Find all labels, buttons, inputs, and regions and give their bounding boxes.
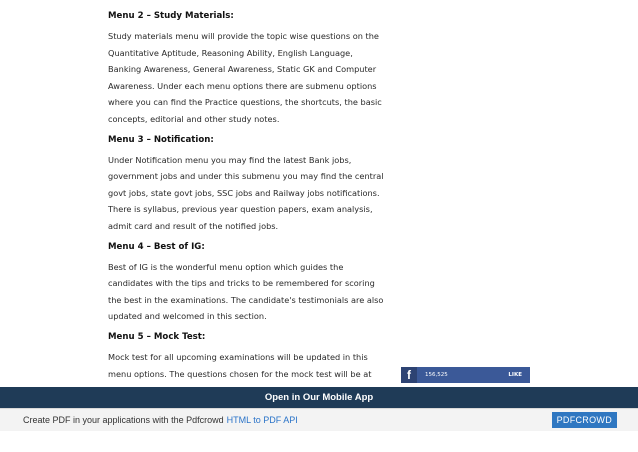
facebook-like-widget[interactable] bbox=[401, 367, 530, 383]
section-heading: Menu 5 – Mock Test: bbox=[108, 331, 206, 342]
section-notification bbox=[108, 134, 384, 235]
open-mobile-app-label: Open in Our Mobile App bbox=[264, 392, 374, 403]
section-body: Mock test for all upcoming examinations will be updated in this menu options. The questions chosen for the mock test will be at bbox=[108, 351, 372, 379]
section-body: Study materials menu will provide the topic wise questions on the Quantitative Aptitude, Reasoning Ability, English Language, Banking Awareness, General Awareness, Static GK and Computer Awareness. Under each menu options there are submenu options where you can find the Practice questions, the shortcuts, the basic concepts, editorial and other study notes. bbox=[108, 31, 382, 124]
section-study-materials bbox=[108, 10, 384, 128]
pdfcrowd-logo-button[interactable]: PDFCROWD bbox=[552, 412, 617, 428]
section-heading: Menu 2 – Study Materials: bbox=[108, 11, 234, 21]
facebook-like-button[interactable]: LIKE bbox=[508, 372, 522, 378]
pdfcrowd-footer bbox=[0, 408, 638, 431]
section-body: Best of IG is the wonderful menu option which guides the candidates with the tips and tricks to be remembered for scoring the best in the examinations. The candidate's testimonials are also updated and welcomed in this section. bbox=[108, 261, 384, 322]
article-content bbox=[108, 10, 384, 388]
section-best-of-ig bbox=[108, 241, 384, 325]
facebook-like-count: 156,525 bbox=[425, 372, 448, 378]
html-to-pdf-api-link[interactable]: HTML to PDF API bbox=[226, 415, 298, 425]
section-heading: Menu 4 – Best of IG: bbox=[108, 241, 205, 252]
facebook-icon: f bbox=[401, 367, 417, 383]
open-mobile-app-banner[interactable] bbox=[0, 387, 638, 408]
section-heading: Menu 3 – Notification: bbox=[108, 134, 214, 145]
section-body: Under Notification menu you may find the latest Bank jobs, government jobs and under this submenu you may find the central govt jobs, state govt jobs, SSC jobs and Railway jobs notifications. There is syllabus, previous year question papers, exam analysis, admit card and result of the notified jobs. bbox=[108, 154, 384, 231]
pdfcrowd-text: Create PDF in your applications with the Pdfcrowd bbox=[23, 415, 224, 425]
